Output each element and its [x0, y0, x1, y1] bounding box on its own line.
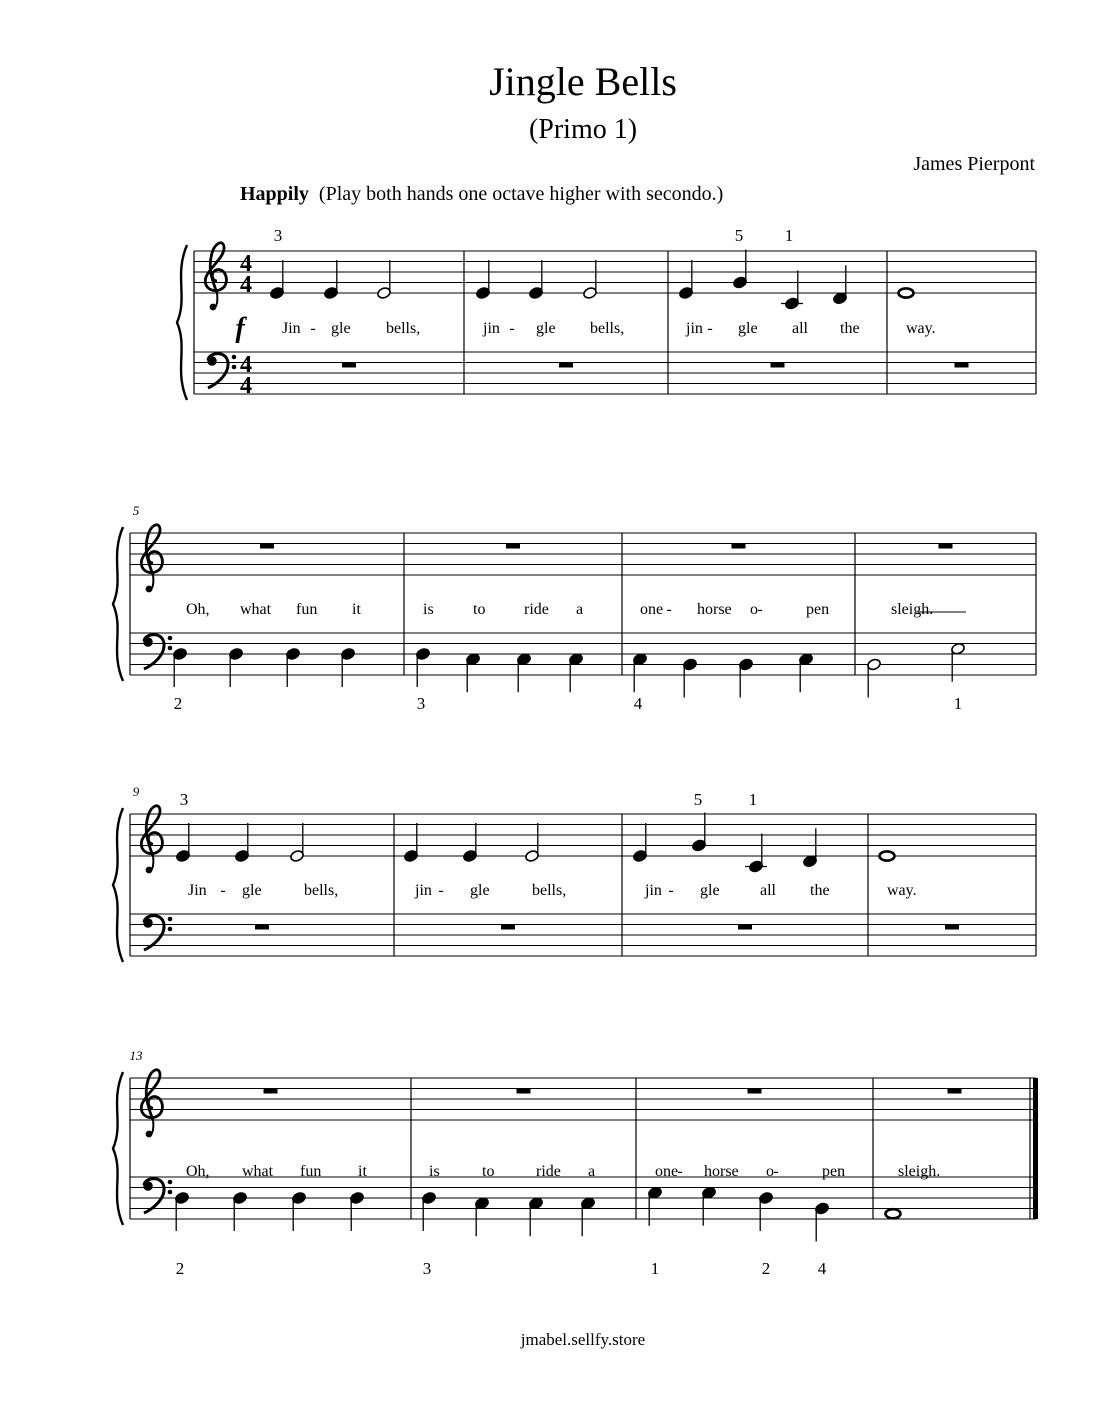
lyric-syllable: o [766, 1163, 774, 1180]
lyric-syllable: sleigh. [898, 1163, 941, 1180]
lyric-syllable: the [810, 882, 830, 899]
lyric-syllable: sleigh. [891, 601, 934, 618]
page-subtitle: (Primo 1) [528, 114, 638, 145]
lyric-syllable: gle [738, 320, 758, 337]
lyric-syllable: bells, [386, 320, 421, 337]
bass-clef-icon [143, 635, 172, 669]
measure-number: 5 [132, 503, 140, 518]
fingering-number: 4 [817, 1259, 827, 1278]
brace [177, 245, 187, 400]
fingering-number: 2 [173, 694, 183, 713]
whole-rest [506, 544, 520, 549]
performance-instruction: (Play both hands one octave higher with secondo.) [318, 183, 724, 205]
bass-note-notehead [886, 1209, 901, 1218]
fingering-number: 3 [179, 790, 189, 809]
lyric-hyphen: - [707, 320, 713, 337]
fingering-number: 3 [416, 694, 426, 713]
treble-note-notehead [899, 288, 914, 297]
fingering-number: 1 [650, 1259, 660, 1278]
whole-rest [255, 925, 269, 930]
lyric-syllable: to [482, 1163, 495, 1180]
treble-clef-icon [141, 1070, 162, 1138]
bass-clef-icon [207, 354, 236, 388]
lyric-syllable: way. [887, 882, 917, 899]
lyric-syllable: Jin [282, 320, 301, 337]
brace [113, 808, 123, 962]
lyric-hyphen: - [677, 1163, 683, 1180]
lyric-syllable: horse [704, 1163, 739, 1180]
fingering-number: 1 [748, 790, 758, 809]
lyric-syllable: horse [697, 601, 732, 618]
fingering-number: 2 [175, 1259, 185, 1278]
measure-number: 13 [129, 1048, 143, 1063]
lyric-hyphen: - [773, 1163, 779, 1180]
fingering-number: 3 [273, 226, 283, 245]
whole-rest [517, 1089, 531, 1094]
lyric-syllable: is [429, 1163, 440, 1180]
bass-clef-icon [143, 1179, 172, 1213]
lyric-syllable: gle [536, 320, 556, 337]
lyric-syllable: Oh, [186, 1163, 210, 1180]
whole-rest [501, 925, 515, 930]
treble-note-notehead [880, 851, 895, 860]
whole-rest [748, 1089, 762, 1094]
whole-rest [264, 1089, 278, 1094]
whole-rest [342, 363, 356, 368]
lyric-syllable: gle [470, 882, 490, 899]
lyric-syllable: is [423, 601, 434, 618]
time-signature-lower: 4 [240, 272, 252, 298]
lyric-syllable: jin [645, 882, 662, 899]
lyric-hyphen: - [220, 882, 226, 899]
lyric-syllable: pen [822, 1163, 846, 1180]
lyric-syllable: it [358, 1163, 367, 1180]
lyric-syllable: one [640, 601, 664, 618]
lyric-syllable: Oh, [186, 601, 210, 618]
lyric-syllable: bells, [304, 882, 339, 899]
lyric-syllable: bells, [590, 320, 625, 337]
lyric-syllable: fun [300, 1163, 322, 1180]
lyric-syllable: way. [906, 320, 936, 337]
lyric-syllable: what [240, 601, 272, 618]
tempo-word: Happily [240, 183, 309, 205]
lyric-syllable: jin [415, 882, 432, 899]
fingering-number: 4 [633, 694, 643, 713]
fingering-number: 3 [422, 1259, 432, 1278]
fingering-number: 2 [761, 1259, 771, 1278]
bass-clef-icon [143, 916, 172, 950]
whole-rest [771, 363, 785, 368]
lyric-hyphen: - [757, 601, 763, 618]
fingering-number: 1 [784, 226, 794, 245]
lyric-hyphen: - [509, 320, 515, 337]
page-title: Jingle Bells [489, 59, 677, 104]
final-barline-thick [1033, 1078, 1038, 1219]
lyric-syllable: jin [483, 320, 500, 337]
lyric-syllable: gle [700, 882, 720, 899]
whole-rest [945, 925, 959, 930]
lyric-syllable: what [242, 1163, 274, 1180]
lyric-syllable: it [352, 601, 361, 618]
lyric-syllable: pen [806, 601, 830, 618]
whole-rest [939, 544, 953, 549]
measure-number: 9 [132, 784, 140, 799]
lyric-syllable: o [750, 601, 758, 618]
treble-clef-icon [205, 243, 226, 311]
lyric-syllable: Jin [188, 882, 207, 899]
time-signature-upper: 4 [240, 352, 252, 378]
treble-clef-icon [141, 806, 162, 874]
lyric-syllable: gle [242, 882, 262, 899]
fingering-number: 1 [953, 694, 963, 713]
time-signature-upper: 4 [240, 251, 252, 277]
whole-rest [732, 544, 746, 549]
lyric-syllable: all [760, 882, 776, 899]
treble-clef-icon [141, 525, 162, 593]
footer-url: jmabel.sellfy.store [520, 1330, 646, 1349]
brace [113, 527, 123, 681]
lyric-syllable: gle [331, 320, 351, 337]
lyric-syllable: jin [686, 320, 703, 337]
lyric-syllable: one [655, 1163, 679, 1180]
lyric-hyphen: - [438, 882, 444, 899]
lyric-syllable: to [473, 601, 486, 618]
lyric-syllable: a [576, 601, 584, 618]
brace [113, 1072, 123, 1225]
lyric-syllable: fun [296, 601, 318, 618]
fingering-number: 5 [693, 790, 703, 809]
time-signature-lower: 4 [240, 373, 252, 399]
lyric-syllable: all [792, 320, 808, 337]
composer-credit: James Pierpont [913, 153, 1035, 175]
lyric-syllable: the [840, 320, 860, 337]
whole-rest [948, 1089, 962, 1094]
whole-rest [559, 363, 573, 368]
fingering-number: 5 [734, 226, 744, 245]
lyric-hyphen: - [668, 882, 674, 899]
whole-rest [955, 363, 969, 368]
lyric-syllable: ride [536, 1163, 561, 1180]
lyric-syllable: bells, [532, 882, 567, 899]
dynamic-marking: f [235, 313, 245, 344]
whole-rest [738, 925, 752, 930]
lyric-syllable: ride [524, 601, 549, 618]
lyric-hyphen: - [666, 601, 672, 618]
whole-rest [260, 544, 274, 549]
lyric-syllable: a [588, 1163, 596, 1180]
lyric-hyphen: - [310, 320, 316, 337]
